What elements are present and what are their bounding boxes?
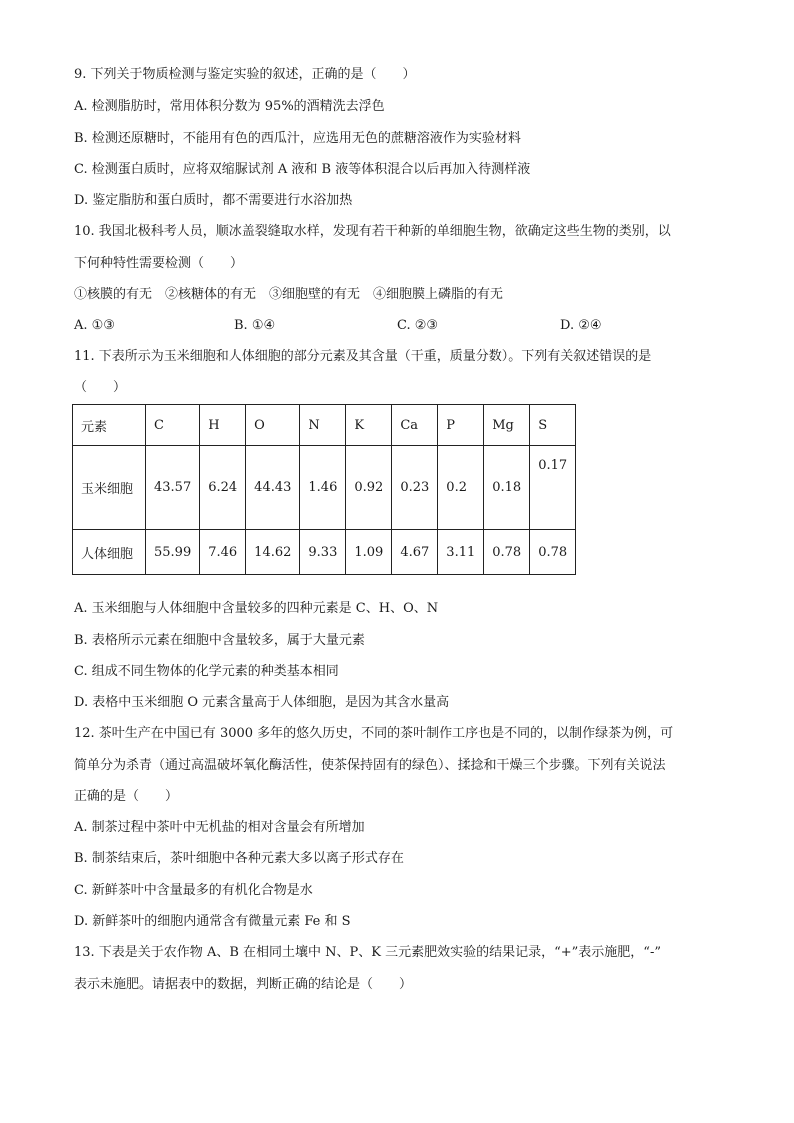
table-header-cell: O bbox=[246, 405, 300, 446]
table-cell: 1.46 bbox=[300, 446, 346, 530]
table-cell: 44.43 bbox=[246, 446, 300, 530]
q11-option-b: B. 表格所示元素在细胞中含量较多，属于大量元素 bbox=[74, 633, 365, 648]
table-cell: 0.17 bbox=[530, 446, 576, 530]
table-header-cell: K bbox=[346, 405, 392, 446]
table-cell: 43.57 bbox=[146, 446, 200, 530]
table-header-cell: Mg bbox=[484, 405, 530, 446]
table-cell: 55.99 bbox=[146, 530, 200, 575]
table-row bbox=[73, 446, 576, 530]
table-header-cell: Ca bbox=[392, 405, 438, 446]
q12-stem-line3: 正确的是（ ） bbox=[74, 789, 179, 804]
q9-option-b: B. 检测还原糖时，不能用有色的西瓜汁，应选用无色的蔗糖溶液作为实验材料 bbox=[74, 131, 521, 146]
table-cell: 0.78 bbox=[484, 530, 530, 575]
table-header-cell: N bbox=[300, 405, 346, 446]
table-cell: 1.09 bbox=[346, 530, 392, 575]
q9-option-d: D. 鉴定脂肪和蛋白质时，都不需要进行水浴加热 bbox=[74, 193, 353, 208]
table-header-cell: H bbox=[200, 405, 246, 446]
q12-option-c: C. 新鲜茶叶中含量最多的有机化合物是水 bbox=[74, 883, 313, 898]
q13-stem-line2: 表示未施肥。请据表中的数据，判断正确的结论是（ ） bbox=[74, 977, 413, 992]
table-cell: 0.92 bbox=[346, 446, 392, 530]
q13-stem-line1: 13. 下表是关于农作物 A、B 在相同土壤中 N、P、K 三元素肥效实验的结果记录，“+”表示施肥，“-” bbox=[74, 945, 661, 960]
q10-stem-line1: 10. 我国北极科考人员，顺冰盖裂缝取水样，发现有若干种新的单细胞生物，欲确定这些生物的类别，以 bbox=[74, 224, 671, 239]
table-cell: 14.62 bbox=[246, 530, 300, 575]
q11-stem-line1: 11. 下表所示为玉米细胞和人体细胞的部分元素及其含量（干重，质量分数）。下列有关叙述错误的是 bbox=[74, 349, 652, 364]
table-cell: 7.46 bbox=[200, 530, 246, 575]
element-content-table bbox=[72, 404, 576, 575]
q10-items: ①核膜的有无 ②核糖体的有无 ③细胞壁的有无 ④细胞膜上磷脂的有无 bbox=[74, 287, 504, 302]
table-cell: 0.23 bbox=[392, 446, 438, 530]
table-cell: 0.18 bbox=[484, 446, 530, 530]
table-cell: 3.11 bbox=[438, 530, 484, 575]
table-cell: 人体细胞 bbox=[73, 530, 146, 575]
q9-option-c: C. 检测蛋白质时，应将双缩脲试剂 A 液和 B 液等体积混合以后再加入待测样液 bbox=[74, 162, 531, 177]
q10-option-d: D. ②④ bbox=[560, 318, 602, 333]
table-cell: 4.67 bbox=[392, 530, 438, 575]
table-cell: 9.33 bbox=[300, 530, 346, 575]
q12-stem-line1: 12. 茶叶生产在中国已有 3000 多年的悠久历史，不同的茶叶制作工序也是不同的，以制作绿茶为例，可 bbox=[74, 726, 674, 741]
q11-option-d: D. 表格中玉米细胞 O 元素含量高于人体细胞，是因为其含水量高 bbox=[74, 695, 450, 710]
q12-stem-line2: 简单分为杀青（通过高温破坏氧化酶活性，使茶保持固有的绿色）、揉捻和干燥三个步骤。下列有关说法 bbox=[74, 758, 666, 773]
table-cell: 6.24 bbox=[200, 446, 246, 530]
table-header-cell: 元素 bbox=[73, 405, 146, 446]
q12-option-d: D. 新鲜茶叶的细胞内通常含有微量元素 Fe 和 S bbox=[74, 914, 351, 929]
table-row bbox=[73, 530, 576, 575]
table-header-row bbox=[73, 405, 576, 446]
table-header-cell: S bbox=[530, 405, 576, 446]
q12-option-b: B. 制茶结束后，茶叶细胞中各种元素大多以离子形式存在 bbox=[74, 851, 404, 866]
q11-stem-line2: （ ） bbox=[74, 380, 127, 395]
table-header-cell: P bbox=[438, 405, 484, 446]
q10-stem-line2: 下何种特性需要检测（ ） bbox=[74, 256, 244, 271]
table-cell: 0.2 bbox=[438, 446, 484, 530]
q10-option-a: A. ①③ bbox=[74, 318, 115, 333]
q10-option-b: B. ①④ bbox=[234, 318, 276, 333]
q9-option-a: A. 检测脂肪时，常用体积分数为 95%的酒精洗去浮色 bbox=[74, 99, 385, 114]
q9-stem: 9. 下列关于物质检测与鉴定实验的叙述，正确的是（ ） bbox=[74, 67, 416, 82]
table-header-cell: C bbox=[146, 405, 200, 446]
table-cell: 玉米细胞 bbox=[73, 446, 146, 530]
q12-option-a: A. 制茶过程中茶叶中无机盐的相对含量会有所增加 bbox=[74, 820, 365, 835]
q11-option-c: C. 组成不同生物体的化学元素的种类基本相同 bbox=[74, 664, 339, 679]
q11-option-a: A. 玉米细胞与人体细胞中含量较多的四种元素是 C、H、O、N bbox=[74, 601, 439, 616]
q10-option-c: C. ②③ bbox=[397, 318, 439, 333]
table-cell: 0.78 bbox=[530, 530, 576, 575]
